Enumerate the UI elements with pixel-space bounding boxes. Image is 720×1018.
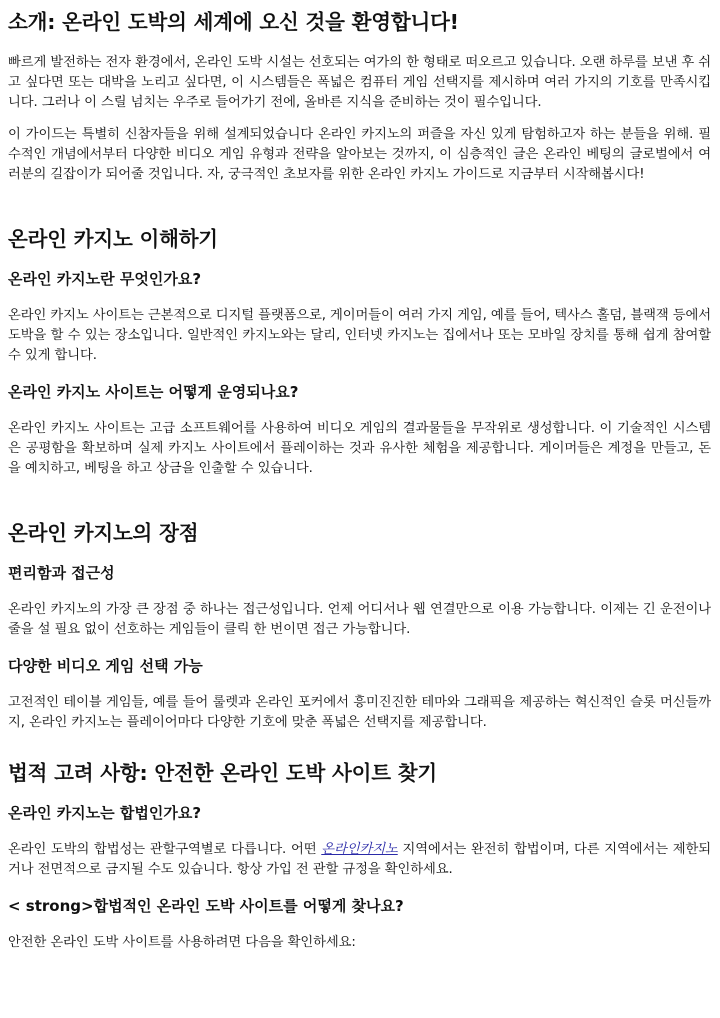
what-is-online-casino-paragraph: 온라인 카지노 사이트는 근본적으로 디지털 플랫폼으로, 게이머들이 여러 가지 게임, 예를 들어, 텍사스 홀덤, 블랙잭 등에서 도박을 할 수 있는 장소입니다. 일반적인 카지노와는 달리, 인터넷 카지노는 집에서나 또는 모바일 장치를 통해 쉽게 참여할 수 있게 합니다. bbox=[8, 308, 711, 363]
is-legal-paragraph bbox=[8, 840, 711, 880]
how-casino-works-paragraph: 온라인 카지노 사이트는 고급 소프트웨어를 사용하여 비디오 게임의 결과물들을 무작위로 생성합니다. 이 기술적인 시스템은 공평함을 확보하며 실제 카지노 사이트에서 플레이하는 것과 유사한 체험을 제공합니다. 게이머들은 계정을 만들고, 돈을 예치하고, 베팅을 하고 상금을 인출할 수 있습니다. bbox=[8, 421, 711, 476]
section-advantages-title: 온라인 카지노의 장점 bbox=[8, 521, 199, 545]
is-legal-text-after: 지역에서는 완전히 합법이며, 다른 지역에서는 제한되거나 전면적으로 금지될 수도 있습니다. 항상 가입 전 관할 규정을 확인하세요. bbox=[8, 842, 711, 877]
find-legal-site-heading: < strong>합법적인 온라인 도박 사이트를 어떻게 찾나요? bbox=[8, 897, 404, 915]
what-is-online-casino-heading: 온라인 카지노란 무엇인가요? bbox=[8, 270, 202, 288]
intro-paragraph-1: 빠르게 발전하는 전자 환경에서, 온라인 도박 시설는 선호되는 여가의 한 형태로 떠오르고 있습니다. 오랜 하루를 보낸 후 쉬고 싶다면 또는 대박을 노리고 싶다면, 이 시스템들은 폭넓은 컴퓨터 게임 선택지를 제시하며 여러 가지의 기호를 만족시킵니다. 그러나 이 스릴 넘치는 우주로 들어가기 전에, 올바른 지식을 준비하는 것이 필수입니다. bbox=[8, 55, 711, 110]
online-casino-link[interactable]: 온라인카지노 bbox=[321, 842, 398, 857]
game-variety-paragraph: 고전적인 테이블 게임들, 예를 들어 룰렛과 온라인 포커에서 흥미진진한 테마와 그래픽을 제공하는 혁신적인 슬롯 머신들까지, 온라인 카지노는 플레이어마다 다양한 기호에 맞춘 폭넓은 선택지를 제공합니다. bbox=[8, 695, 711, 730]
intro-title: 소개: 온라인 도박의 세계에 오신 것을 환영합니다! bbox=[8, 10, 459, 34]
is-legal-text-before: 온라인 도박의 합법성는 관할구역별로 다릅니다. 어떤 bbox=[8, 842, 322, 857]
game-variety-heading: 다양한 비디오 게임 선택 가능 bbox=[8, 657, 203, 675]
how-casino-works-heading: 온라인 카지노 사이트는 어떻게 운영되나요? bbox=[8, 383, 299, 401]
convenience-heading: 편리함과 접근성 bbox=[8, 564, 115, 582]
is-legal-heading: 온라인 카지노는 합법인가요? bbox=[8, 804, 202, 822]
find-legal-site-paragraph: 안전한 온라인 도박 사이트를 사용하려면 다음을 확인하세요: bbox=[8, 935, 356, 950]
section-understanding-title: 온라인 카지노 이해하기 bbox=[8, 227, 218, 251]
convenience-paragraph: 온라인 카지노의 가장 큰 장점 중 하나는 접근성입니다. 언제 어디서나 웹 연결만으로 이용 가능합니다. 이제는 긴 운전이나 줄을 설 필요 없이 선호하는 게임들이 클릭 한 번이면 접근 가능합니다. bbox=[8, 602, 711, 637]
section-legal-title: 법적 고려 사항: 안전한 온라인 도박 사이트 찾기 bbox=[8, 761, 438, 785]
intro-paragraph-2: 이 가이드는 특별히 신참자들을 위해 설계되었습니다 온라인 카지노의 퍼즐을 자신 있게 탐험하고자 하는 분들을 위해. 필수적인 개념에서부터 다양한 비디오 게임 유형과 전략을 알아보는 것까지, 이 심층적인 글은 온라인 베팅의 글로벌에서 여러분의 길잡이가 되어줄 것입니다. 자, 궁극적인 초보자를 위한 온라인 카지노 가이드로 지금부터 시작해봅시다! bbox=[8, 127, 711, 182]
